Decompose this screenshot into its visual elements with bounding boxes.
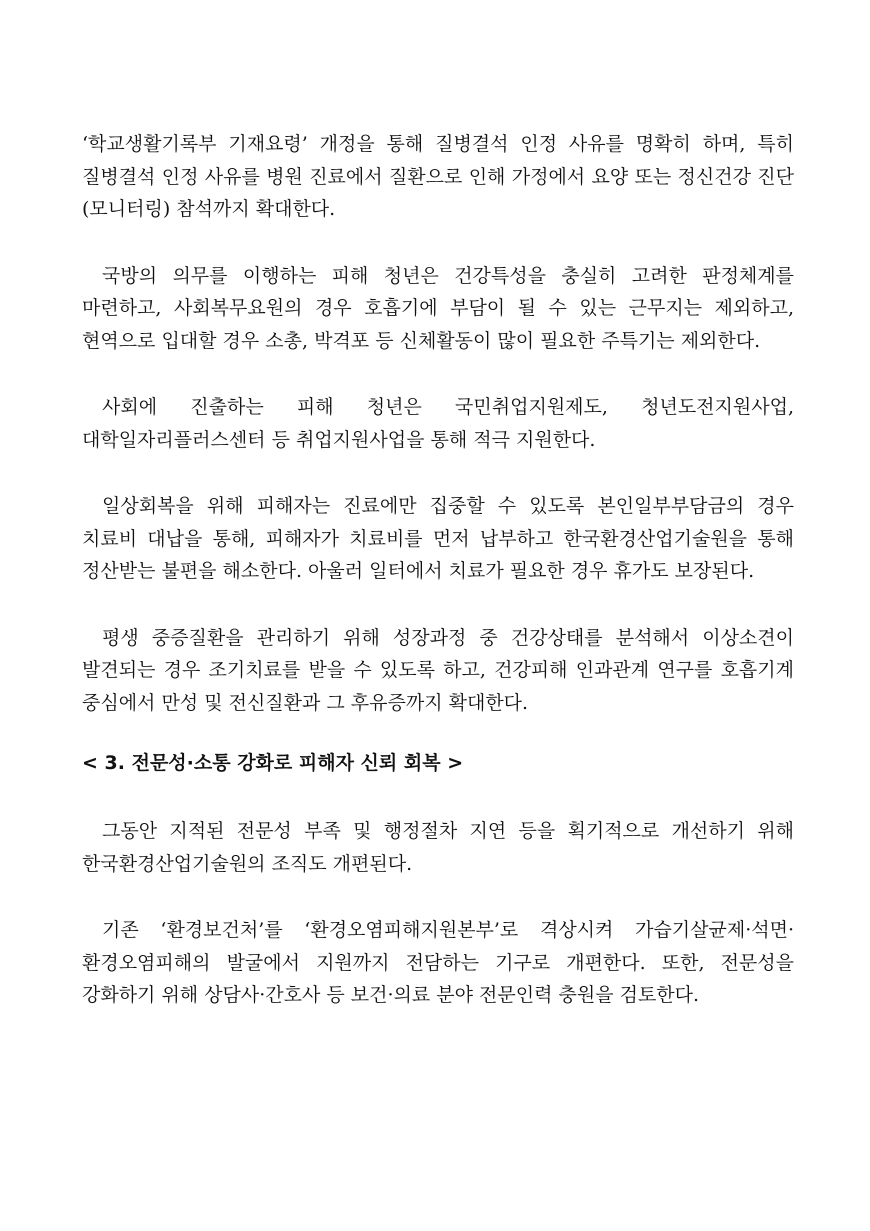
paragraph-headquarters-upgrade: 기존 ‘환경보건처’를 ‘환경오염피해지원본부’로 격상시켜 가습기살균제·석면·환경오염피해의 발굴에서 지원까지 전담하는 기구로 개편한다. 또한, 전문성을 강화하기 위해 상담사·간호사 등 보건·의료 분야 전문인력 충원을 검토한다.: [82, 919, 794, 1006]
paragraph-military-service: 국방의 의무를 이행하는 피해 청년은 건강특성을 충실히 고려한 판정체계를 마련하고, 사회복무요원의 경우 호흡기에 부담이 될 수 있는 근무지는 제외하고, 현역으로 입대할 경우 소총, 박격포 등 신체활동이 많이 필요한 주특기는 제외한다.: [82, 264, 794, 352]
paragraph-lifetime-care: 평생 중증질환을 관리하기 위해 성장과정 중 건강상태를 분석해서 이상소견이 발견되는 경우 조기치료를 받을 수 있도록 하고, 건강피해 인과관계 연구를 호흡기계 중심에서 만성 및 전신질환과 그 후유증까지 확대한다.: [82, 626, 794, 714]
paragraph-employment-support: 사회에 진출하는 피해 청년은 국민취업지원제도, 청년도전지원사업, 대학일자리플러스센터 등 취업지원사업을 통해 적극 지원한다.: [82, 396, 794, 451]
paragraph-reorganization: 그동안 지적된 전문성 부족 및 행정절차 지연 등을 획기적으로 개선하기 위해 한국환경산업기술원의 조직도 개편된다.: [82, 820, 794, 875]
paragraph-school-record: ‘학교생활기록부 기재요령’ 개정을 통해 질병결석 인정 사유를 명확히 하며, 특히 질병결석 인정 사유를 병원 진료에서 질환으로 인해 가정에서 요양 또는 정신건강 진단(모니터링) 참석까지 확대한다.: [82, 133, 794, 220]
paragraph-treatment-cost: 일상회복을 위해 피해자는 진료에만 집중할 수 있도록 본인일부부담금의 경우 치료비 대납을 통해, 피해자가 치료비를 먼저 납부하고 한국환경산업기술원을 통해 정산받는 불편을 해소한다. 아울러 일터에서 치료가 필요한 경우 휴가도 보장된다.: [82, 495, 794, 582]
document-page: [82, 128, 794, 1046]
section-heading: < 3. 전문성·소통 강화로 피해자 신뢰 회복 >: [82, 752, 464, 774]
